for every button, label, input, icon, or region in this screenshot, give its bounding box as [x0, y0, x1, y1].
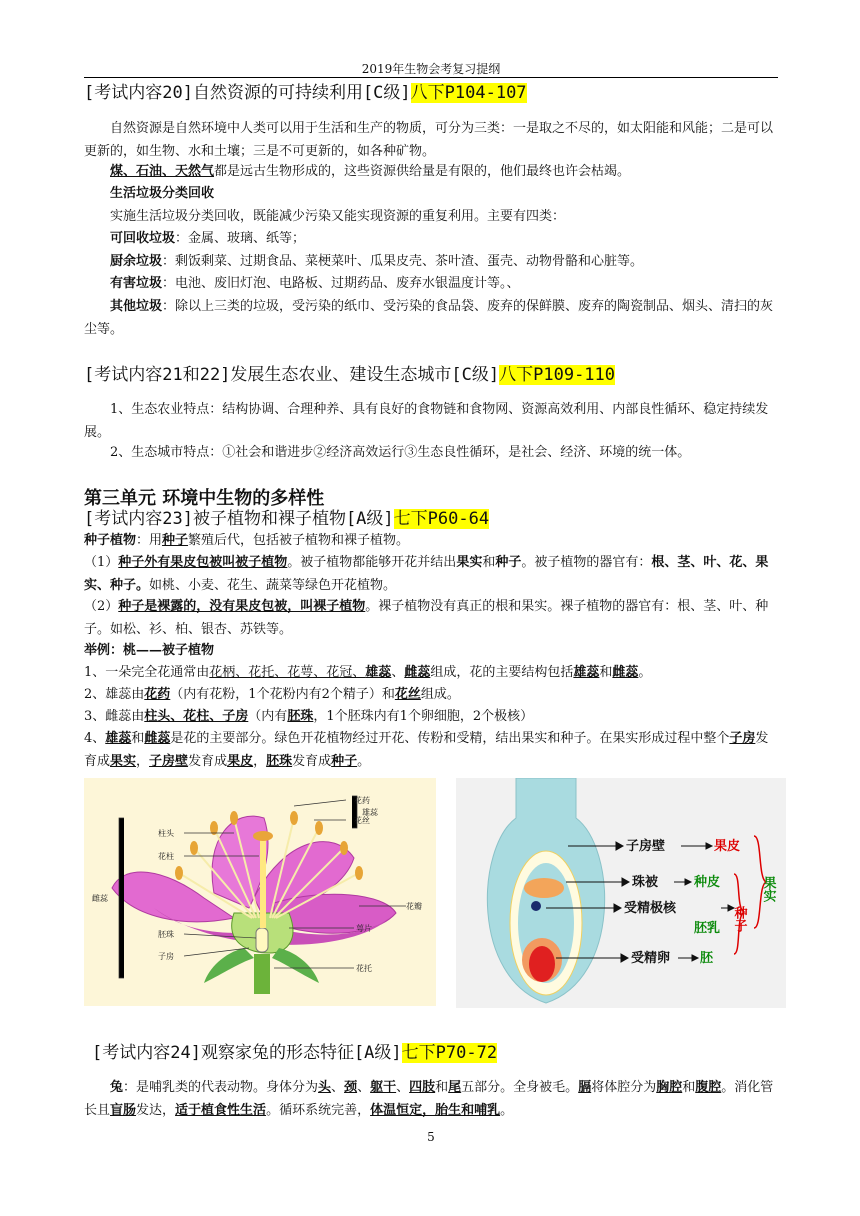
seed-plants-text-a: ：用 — [136, 533, 163, 548]
pericarp-label: 果皮 — [714, 839, 741, 854]
section-23-page-ref: 七下P60-64 — [393, 509, 490, 529]
section-21-page-ref: 八下P109-110 — [499, 365, 616, 385]
garbage-title-text: 生活垃圾分类回收 — [110, 186, 215, 201]
anther-term: 花药 — [144, 687, 171, 702]
angiosperm-and: 和 — [482, 555, 496, 570]
flower-item-3 — [84, 706, 778, 729]
stamen-term: 雄蕊 — [365, 665, 392, 680]
rabbit-text-c: 将体腔分为 — [591, 1080, 657, 1095]
ovary-label: 子房 — [158, 952, 174, 961]
fruit-term-2: 果实 — [110, 753, 137, 769]
pericarp-term: 果皮 — [227, 753, 254, 769]
sep-2: 、 — [357, 1080, 371, 1095]
seed-label: 种子 — [731, 906, 747, 932]
kitchen-label: 厨余垃圾 — [110, 254, 163, 269]
section-21-title-text: [考试内容21和22]发展生态农业、建设生态城市[C级] — [84, 365, 500, 385]
fruit-term: 果实 — [456, 555, 483, 570]
harmful-label: 有害垃圾 — [110, 276, 163, 291]
other-text: ：除以上三类的垃圾，受污染的纸巾、受污染的食品袋、废弃的保鲜膜、废弃的陶瓷制品、烟头、清扫的灰尘等。 — [84, 299, 774, 337]
fertilized-polar-label: 受精极核 — [624, 901, 677, 916]
flower-item-4-c: 是花的主要部分。绿色开花植物经过开花、传粉和受精，结出果实和种子。在果实形成过程中整个 — [170, 731, 730, 746]
seed-term-3: 种子 — [331, 753, 358, 769]
other-line — [84, 296, 778, 341]
section-24-page-ref: 七下P70-72 — [401, 1043, 498, 1063]
rabbit-text-f: 发达， — [136, 1102, 176, 1118]
seed-coat-label: 种皮 — [694, 875, 721, 890]
section-20-title-text: [考试内容20]自然资源的可持续利用[C级] — [84, 83, 411, 103]
example-title-text: 举例：桃——被子植物 — [84, 643, 215, 658]
flower-item-1-c: 和 — [599, 665, 613, 680]
section-20-page-ref: 八下P104-107 — [410, 83, 527, 103]
cecum-term: 盲肠 — [110, 1102, 137, 1118]
recyclable-label: 可回收垃圾 — [110, 231, 176, 246]
embryo-label: 胚 — [700, 951, 714, 966]
endosperm-label: 胚乳 — [694, 921, 721, 936]
fruit-label: 果实 — [760, 876, 776, 902]
flower-item-2-b: （内有花粉，1个花粉内有2个精子）和 — [170, 687, 395, 702]
flower-item-4-i: 。 — [357, 753, 371, 769]
angiosperm-paragraph — [84, 552, 778, 597]
trunk-term: 躯干 — [370, 1080, 397, 1095]
page-header: 2019年生物会考复习提纲 — [361, 62, 501, 76]
rabbit-text-d: 和 — [682, 1080, 696, 1095]
fossil-fuel-text: 都是远古生物形成的，这些资源供给量是有限的，他们最终也许会枯竭。 — [214, 164, 631, 179]
ovary-term: 子房 — [729, 731, 756, 746]
angiosperm-definition: 种子外有果皮包被叫被子植物 — [118, 555, 288, 570]
seed-plants-label: 种子植物 — [84, 533, 137, 548]
neck-term: 颈 — [344, 1080, 358, 1095]
flower-item-3-c: ，1个胚珠内有1个卵细胞，2个极核） — [313, 709, 534, 724]
angiosperm-examples: 如桃、小麦、花生、蔬菜等绿色开花植物。 — [149, 577, 397, 593]
flower-item-3-a: 3、雌蕊由 — [84, 709, 145, 724]
section-21-title — [84, 364, 615, 386]
rabbit-text-g: 。循环系统完善， — [266, 1102, 371, 1118]
filament-term: 花丝 — [394, 687, 421, 702]
filament-label: 花丝 — [354, 816, 370, 825]
flower-item-2 — [84, 684, 778, 707]
rabbit-paragraph — [84, 1077, 778, 1122]
rabbit-text-b: 五部分。全身被毛。 — [461, 1080, 579, 1095]
flower-item-4-h: 发育成 — [292, 753, 332, 769]
ovary-wall-term: 子房壁 — [149, 753, 189, 769]
resources-paragraph: 自然资源是自然环境中人类可以用于生活和生产的物质，可分为三类：一是取之不尽的，如太阳能和风能；二是可以更新的，如生物、水和土壤；三是不可更新的，如各种矿物。 — [84, 121, 774, 159]
pistil-term-2: 雌蕊 — [612, 665, 639, 680]
other-label: 其他垃圾 — [110, 299, 163, 314]
flower-item-2-c: 组成。 — [420, 687, 460, 702]
pistil-term-3: 雌蕊 — [144, 731, 171, 746]
fertilized-egg-label: 受精卵 — [631, 951, 671, 966]
gymnosperm-paragraph — [84, 596, 778, 641]
anther-label: 花药 — [354, 796, 370, 805]
angiosperm-text-d: 。被子植物的器官有： — [521, 555, 652, 570]
rabbit-label: 兔 — [110, 1080, 124, 1095]
pistil-label: 雌蕊 — [92, 894, 108, 903]
fossil-fuel-paragraph — [84, 161, 778, 184]
tail-term: 尾 — [448, 1080, 462, 1095]
flower-structure-figure — [84, 778, 436, 1006]
flower-item-4-a: 4、 — [84, 731, 106, 746]
seed-plants-line — [84, 530, 778, 553]
flower-item-1-b: 组成，花的主要结构包括 — [430, 665, 574, 680]
eco-agriculture-paragraph: 1、生态农业特点：结构协调、合理种养、具有良好的食物链和食物网、资源高效利用、内部良性循环、稳定持续发展。 — [84, 402, 769, 440]
harmful-line — [84, 273, 778, 296]
seed-term: 种子 — [162, 533, 189, 548]
header-rule — [84, 77, 778, 78]
style-label: 花柱 — [158, 852, 174, 861]
seed-plants-text-b: 繁殖后代，包括被子植物和裸子植物。 — [188, 533, 410, 548]
page-number: 5 — [427, 1130, 435, 1144]
kitchen-text: ：剩饭剩菜、过期食品、菜梗菜叶、瓜果皮壳、茶叶渣、蛋壳、动物骨骼和心脏等。 — [162, 254, 644, 269]
garbage-intro: 实施生活垃圾分类回收，既能减少污染又能实现资源的重复利用。主要有四类： — [110, 209, 566, 224]
rabbit-text-h: 。 — [500, 1102, 514, 1118]
section-23-title-text: [考试内容23]被子植物和裸子植物[A级] — [84, 509, 394, 529]
flower-item-4-g: ， — [253, 753, 267, 769]
angiosperm-number: （1） — [84, 555, 119, 570]
gymnosperm-number: （2） — [84, 599, 119, 614]
unit-3-title: 第三单元 环境中生物的多样性 — [84, 488, 325, 509]
example-title — [84, 640, 778, 663]
mammal-traits: 体温恒定，胎生和哺乳 — [370, 1102, 501, 1118]
flower-item-1-sep: 、 — [391, 665, 405, 680]
petal-label: 花瓣 — [406, 902, 422, 911]
section-20-title — [84, 82, 527, 104]
sep-3: 、 — [396, 1080, 410, 1095]
integument-label: 珠被 — [632, 875, 659, 890]
thoracic-term: 胸腔 — [656, 1080, 683, 1095]
harmful-text: ：电池、废旧灯泡、电路板、过期药品、废弃水银温度计等。、 — [162, 276, 520, 291]
abdominal-term: 腹腔 — [695, 1080, 722, 1095]
eco-city-paragraph: 2、生态城市特点：①社会和谐进步②经济高效运行③生态良性循环，是社会、经济、环境的统一体。 — [110, 445, 691, 460]
seed-term-2: 种子 — [495, 555, 522, 570]
flower-item-4-e: ， — [136, 753, 150, 769]
section-23-title — [84, 508, 489, 530]
flower-item-1 — [84, 662, 778, 685]
flower-item-4-d: 发育成 — [84, 731, 769, 769]
ovule-term: 胚珠 — [287, 709, 314, 724]
ovary-wall-label: 子房壁 — [626, 839, 666, 854]
rabbit-text-e: 。消化管长且 — [84, 1080, 774, 1118]
receptacle-label: 花托 — [356, 964, 372, 973]
recyclable-text: ：金属、玻璃、纸等； — [175, 231, 306, 246]
stigma-label: 柱头 — [158, 829, 174, 838]
angiosperm-organs: 根、茎、叶、花、果实、种子。 — [84, 555, 769, 593]
fossil-fuels: 煤、石油、天然气 — [110, 164, 215, 179]
sep-1: 、 — [331, 1080, 345, 1095]
ovule-label: 胚珠 — [158, 930, 174, 939]
flower-item-4-b: 和 — [131, 731, 145, 746]
stamen-term-2: 雄蕊 — [573, 665, 600, 680]
garbage-title — [84, 183, 778, 206]
flower-item-4-f: 发育成 — [188, 753, 228, 769]
angiosperm-text-a: 。被子植物都能够开花并结出 — [287, 555, 457, 570]
sep-4: 和 — [435, 1080, 449, 1095]
rabbit-text-a: ：是哺乳类的代表动物。身体分为 — [123, 1080, 319, 1095]
herbivore-term: 适于植食性生活 — [175, 1102, 267, 1118]
fruit-development-figure — [456, 778, 786, 1008]
flower-item-3-b: （内有 — [248, 709, 288, 724]
section-24-title-text: [考试内容24]观察家兔的形态特征[A级] — [92, 1043, 402, 1063]
ovule-term-2: 胚珠 — [266, 753, 293, 769]
recyclable-line — [84, 228, 778, 251]
sepal-label: 萼片 — [356, 924, 372, 933]
gymnosperm-definition: 种子是裸露的，没有果皮包被，叫裸子植物 — [118, 599, 366, 614]
diaphragm-term: 膈 — [578, 1080, 592, 1095]
stamen-term-3: 雄蕊 — [105, 731, 132, 746]
stamen-label: 雄蕊 — [362, 808, 378, 817]
flower-item-2-a: 2、雄蕊由 — [84, 687, 145, 702]
pistil-parts: 柱头、花柱、子房 — [144, 709, 249, 724]
flower-item-4 — [84, 728, 778, 773]
flower-parts: 花柄、花托、花萼、花冠、 — [209, 665, 366, 680]
kitchen-line — [84, 251, 778, 274]
head-term: 头 — [318, 1080, 332, 1095]
flower-item-1-d: 。 — [638, 665, 652, 680]
pistil-term: 雌蕊 — [404, 665, 431, 680]
limbs-term: 四肢 — [409, 1080, 436, 1095]
gymnosperm-text: 。裸子植物没有真正的根和果实。裸子植物的器官有：根、茎、叶、种子。如松、衫、柏、银杏、苏铁等。 — [84, 599, 769, 637]
flower-item-1-a: 1、一朵完全花通常由 — [84, 665, 210, 680]
section-24-title — [92, 1042, 497, 1064]
